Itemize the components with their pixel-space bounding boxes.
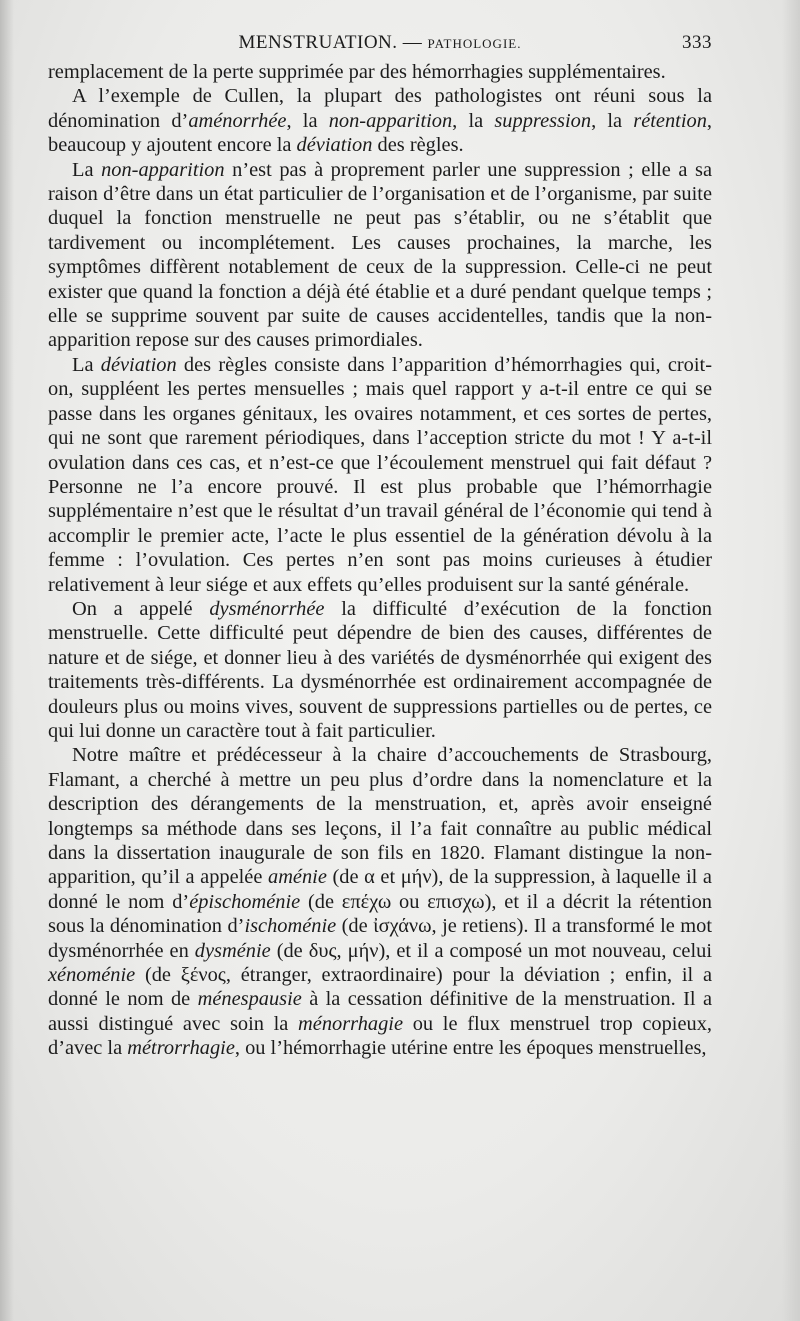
text-run: (de ξένος, étranger, extraordinaire) pour la déviation ; enfin, il a donné le nom de: [48, 964, 712, 1011]
text-run: La: [72, 353, 101, 376]
paragraph: [48, 158, 712, 353]
text-run: , la: [452, 109, 495, 132]
text-run: (de επέχω ou επισχω), et il a décrit la rétention sous la dénomination d’: [48, 890, 712, 938]
text-run: à la cessation définitive de la menstruation. Il a aussi distingué avec soin la: [48, 988, 712, 1035]
text-run: Notre maître et prédécesseur à la chaire d’accouchements de Strasbourg, Flamant, a cherché à mettre un peu plus d’ordre dans la nomenclature et la description des dérangements de la menstruation, et, après avoir enseigné longtemps sa méthode dans ses leçons, il l’a fait connaître au public médical dans la dissertation inaugurale de son fils en 1820. Flamant distingue la non-apparition, qu’il a appelée: [48, 744, 712, 889]
text-run: (de δυς, μήν), et il a composé un mot nouveau, celui: [270, 939, 712, 962]
italic-term: non-apparition: [328, 109, 453, 132]
text-run: , la: [286, 109, 329, 132]
paragraph: [48, 597, 712, 743]
text-run: des règles consiste dans l’apparition d’hémorrhagies qui, croit-on, suppléent les pertes mensuelles ; mais quel rapport y a-t-il entre ce qui se passe dans les organes génitaux, les ovaires notamment, et ces sortes de pertes, qui ne sont que rarement périodiques, dans l’acception stricte du mot ! Y a-t-il ovulation dans ces cas, et n’est-ce que l’écoulement menstruel qui fait défaut ? Personne ne l’a encore prouvé. Il est plus probable que l’hémorrhagie supplémentaire n’est que le résultat d’un travail général de l’économie qui tend à accomplir le premier acte, l’acte le plus essentiel de la génération dévolu à la femme : l’ovulation. Ces pertes n’en sont pas moins curieuses à étudier relativement à leur siége et aux effets qu’elles produisent sur la santé générale.: [48, 353, 713, 596]
text-run: (de ἰσχάνω, je retiens). Il a transformé le mot dysménorrhée en: [48, 915, 712, 962]
italic-term: aménorrhée: [188, 109, 287, 132]
text-run: , la: [591, 109, 634, 132]
body-text: [48, 60, 712, 1061]
text-run: , beaucoup y ajoutent encore la: [48, 109, 712, 157]
paragraph: [48, 743, 712, 1060]
text-run: (de α et μήν), de la suppression, à laquelle il a donné le nom d’: [48, 866, 712, 913]
page-edge-shadow-right: [782, 0, 800, 1321]
paragraph: [48, 84, 712, 157]
text-run: A l’exemple de Cullen, la plupart des pathologistes ont réuni sous la dénomination d’: [48, 85, 712, 132]
text-run: des règles.: [372, 134, 464, 157]
italic-term: suppression: [494, 109, 592, 132]
running-title-dash: —: [397, 32, 428, 53]
italic-term: aménie: [268, 866, 327, 889]
running-title-sub: PATHOLOGIE.: [427, 36, 522, 51]
italic-term: dysménorrhée: [209, 597, 325, 620]
paragraph: [48, 353, 712, 597]
paragraph: [48, 60, 712, 84]
text-run: la difficulté d’exécution de la fonction menstruelle. Cette difficulté peut dépendre de bien des causes, différentes de nature et de siége, et donner lieu à des variétés de dysménorrhée qui exigent des traitements très-différents. La dysménorrhée est ordinairement accompagnée de douleurs plus ou moins vives, souvent de suppressions partielles ou de pertes, ce qui lui donne un caractère tout à fait particulier.: [48, 597, 712, 742]
text-run: n’est pas à proprement parler une suppression ; elle a sa raison d’être dans un état particulier de l’organisation et de l’organisme, par suite duquel la fonction menstruelle ne peut pas s’établir, ou ne s’établit que tardivement ou incomplétement. Les causes prochaines, la marche, les symptômes diffèrent notablement de ceux de la suppression. Celle-ci ne peut exister que quand la fonction a déjà été établie et a duré pendant quelque temps ; elle se supprime souvent par suite de causes accidentelles, tandis que la non-apparition repose sur des causes primordiales.: [48, 158, 712, 352]
page-edge-shadow-left: [0, 0, 14, 1321]
running-title: [48, 32, 712, 54]
running-head: [48, 30, 712, 60]
running-title-main: MENSTRUATION.: [238, 32, 398, 53]
page-number: 333: [682, 32, 712, 53]
text-run: remplacement de la perte supprimée par des hémorrhagies supplémentaires.: [48, 61, 666, 83]
italic-term: xénoménie: [48, 964, 136, 987]
text-run: , ou l’hémorrhagie utérine entre les époques menstruelles,: [234, 1037, 707, 1060]
italic-term: non-apparition: [101, 158, 225, 181]
italic-term: déviation: [100, 353, 177, 376]
italic-term: épischoménie: [189, 890, 301, 913]
text-run: On a appelé: [72, 597, 210, 620]
text-run: La: [72, 158, 102, 181]
italic-term: ménorrhagie: [298, 1012, 404, 1035]
italic-term: dysménie: [194, 939, 271, 962]
italic-term: ischoménie: [244, 915, 337, 938]
italic-term: métrorrhagie: [127, 1037, 235, 1060]
italic-term: rétention: [633, 109, 707, 132]
text-run: ou le flux menstruel trop copieux, d’avec la: [48, 1012, 713, 1060]
italic-term: ménespausie: [197, 988, 302, 1011]
italic-term: déviation: [296, 134, 373, 157]
